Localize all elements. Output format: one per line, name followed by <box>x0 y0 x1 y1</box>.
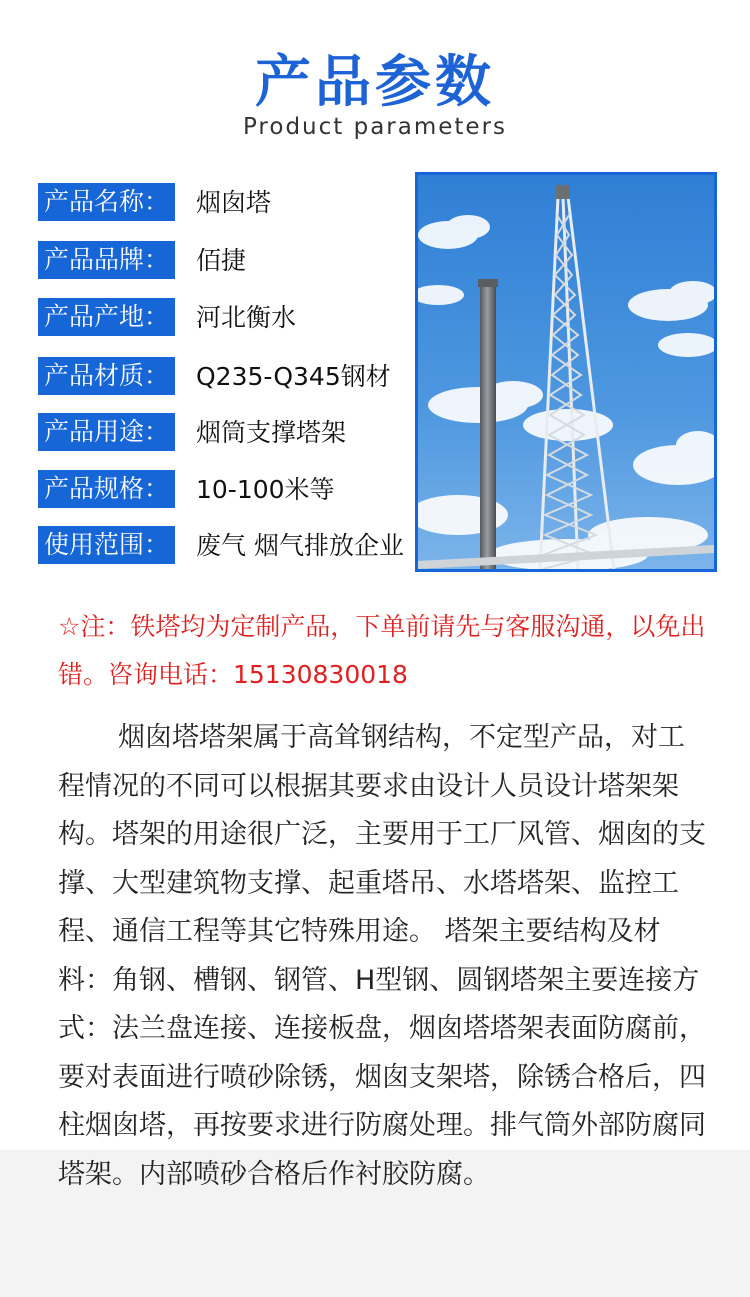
param-value: 烟囱塔 <box>196 188 272 217</box>
param-label: 产品产地： <box>38 298 175 336</box>
param-label: 产品材质： <box>38 357 175 395</box>
param-value: 烟筒支撑塔架 <box>196 418 347 447</box>
param-value: Q235-Q345钢材 <box>196 362 391 391</box>
page-subtitle: Product parameters <box>242 114 508 140</box>
param-label: 产品规格： <box>38 470 175 508</box>
param-value: 佰捷 <box>196 246 247 275</box>
param-label: 产品品牌： <box>38 241 175 279</box>
param-label: 使用范围： <box>38 526 175 564</box>
param-label: 产品用途： <box>38 413 175 451</box>
param-value: 废气 烟气排放企业 <box>196 531 404 560</box>
product-photo <box>415 172 717 572</box>
page-title: 产品参数 <box>255 50 495 115</box>
order-notice: ☆注：铁塔均为定制产品，下单前请先与客服沟通，以免出错。咨询电话：15130830018 <box>58 612 706 689</box>
param-value: 河北衡水 <box>196 303 297 332</box>
param-label: 产品名称： <box>38 183 175 221</box>
chimney-tower-illustration <box>418 175 714 569</box>
product-description: 烟囱塔塔架属于高耸钢结构，不定型产品，对工程情况的不同可以根据其要求由设计人员设计塔架架构。塔架的用途很广泛，主要用于工厂风管、烟囱的支撑、大型建筑物支撑、起重塔吊、水塔塔架、监控工程、通信工程等其它特殊用途。 塔架主要结构及材料：角钢、槽钢、钢管、H型钢、圆钢塔架主要连接方式：法兰盘连接、连接板盘，烟囱塔塔架表面防腐前，要对表面进行喷砂除锈，烟囱支架塔，除锈合格后，四柱烟囱塔，再按要求进行防腐处理。排气筒外部防腐同塔架。内部喷砂合格后作衬胶防腐。 <box>58 722 706 1190</box>
param-value: 10-100米等 <box>196 475 335 504</box>
